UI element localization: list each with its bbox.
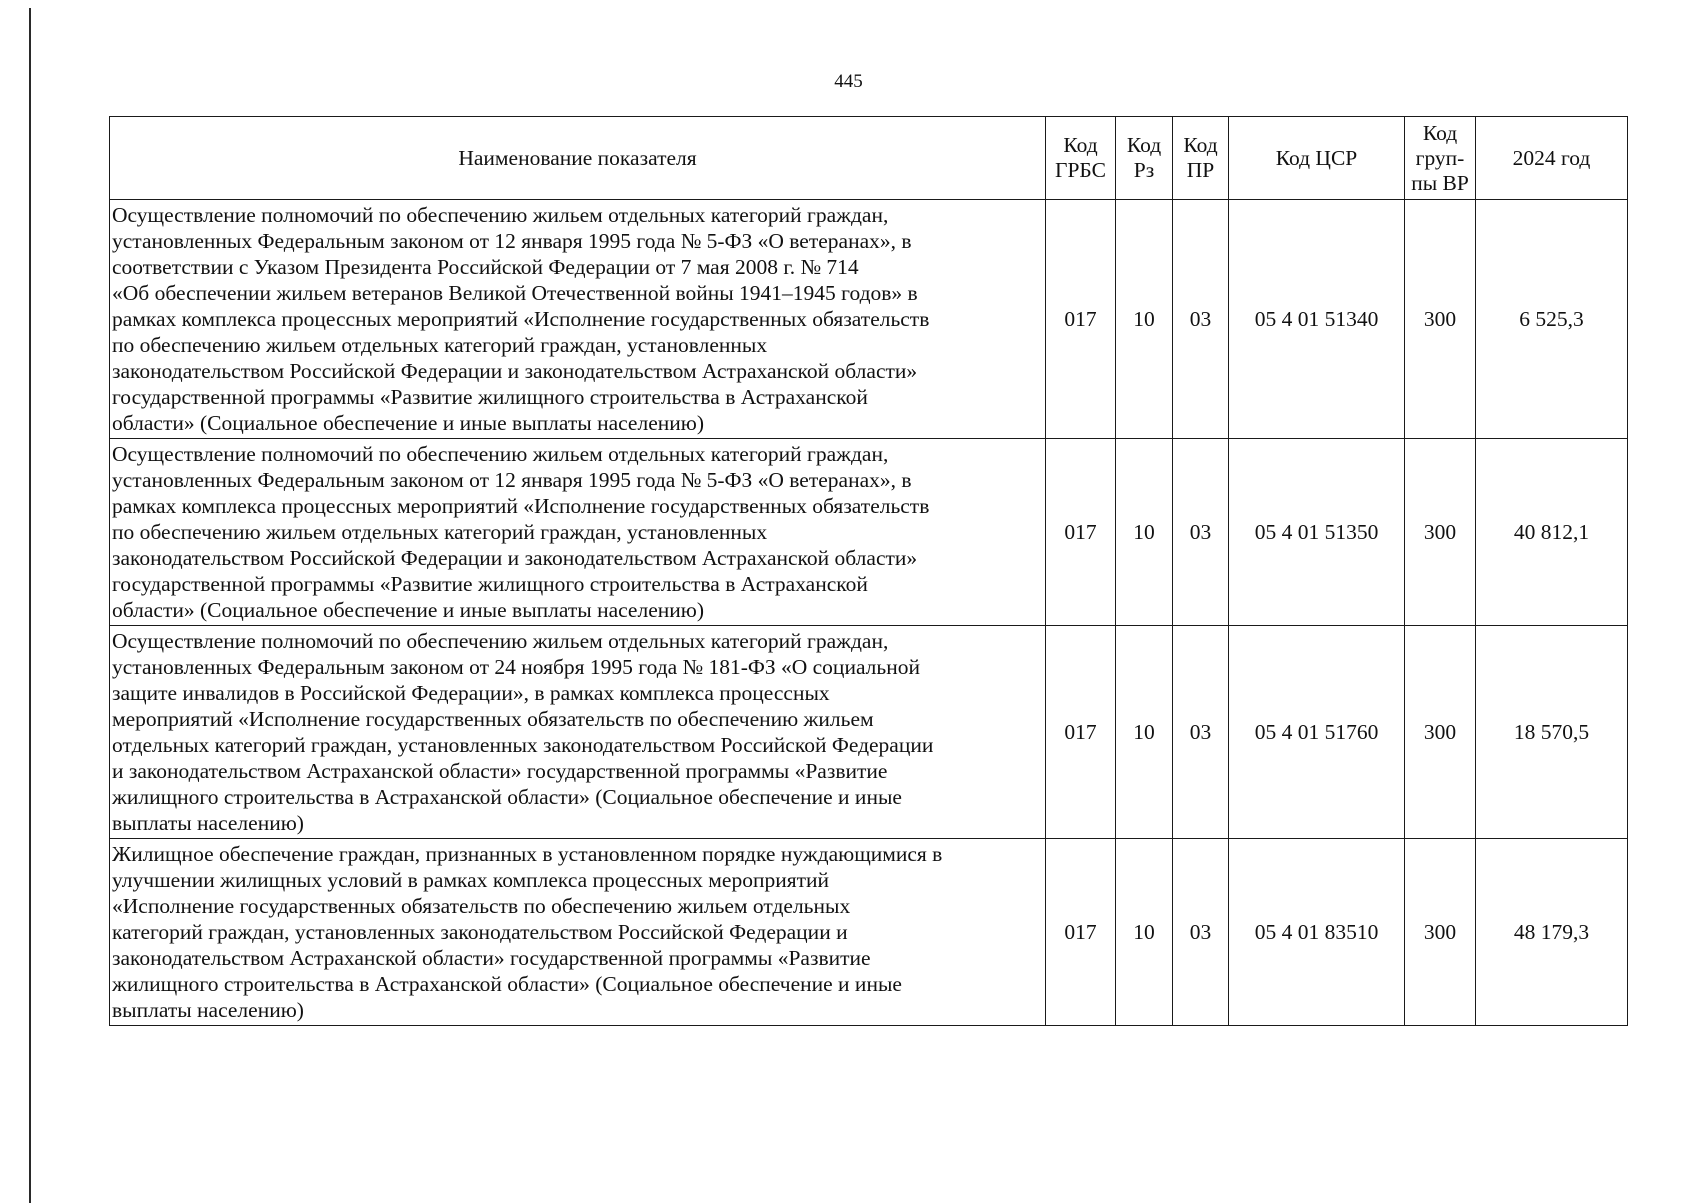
text-line: категорий граждан, установленных законодательством Российской Федерации и (112, 920, 848, 944)
binding-margin-line (29, 8, 31, 1203)
text-line: государственной программы «Развитие жилищного строительства в Астраханской (112, 572, 868, 596)
vr-cell: 300 (1405, 439, 1476, 626)
grbs-cell: 017 (1046, 439, 1116, 626)
text-line: выплаты населению) (112, 998, 304, 1022)
amount-2024-cell: 48 179,3 (1476, 839, 1628, 1026)
table-row (110, 626, 1628, 839)
header-line: Рз (1133, 158, 1155, 182)
text-line: рамках комплекса процессных мероприятий «Исполнение государственных обязательств (112, 494, 930, 518)
text-line: отдельных категорий граждан, установленных законодательством Российской Федерации (112, 733, 934, 757)
header-line: Код (1422, 120, 1458, 145)
indicator-name-cell (110, 439, 1046, 626)
indicator-name-cell (110, 839, 1046, 1026)
header-line: груп- (1415, 145, 1465, 170)
text-line: государственной программы «Развитие жилищного строительства в Астраханской (112, 385, 868, 409)
text-line: установленных Федеральным законом от 24 ноября 1995 года № 181-ФЗ «О социальной (112, 655, 920, 679)
text-line: по обеспечению жильем отдельных категорий граждан, установленных (112, 333, 768, 357)
text-line: рамках комплекса процессных мероприятий «Исполнение государственных обязательств (112, 307, 930, 331)
header-grbs-code (1046, 117, 1116, 200)
csr-cell: 05 4 01 51340 (1229, 200, 1405, 439)
indicator-name-cell (110, 200, 1046, 439)
text-line: законодательством Российской Федерации и законодательством Астраханской области» (112, 546, 918, 570)
text-line: жилищного строительства в Астраханской области» (Социальное обеспечение и иные (112, 972, 902, 996)
text-line: и законодательством Астраханской области» государственной программы «Развитие (112, 759, 888, 783)
header-year-2024: 2024 год (1476, 117, 1628, 200)
header-csr-code: Код ЦСР (1229, 117, 1405, 200)
text-line: законодательством Астраханской области» государственной программы «Развитие (112, 946, 871, 970)
table-row (110, 839, 1628, 1026)
grbs-cell: 017 (1046, 626, 1116, 839)
rz-cell: 10 (1116, 200, 1173, 439)
table-row (110, 439, 1628, 626)
text-line: мероприятий «Исполнение государственных обязательств по обеспечению жильем (112, 707, 874, 731)
text-line: соответствии с Указом Президента Российской Федерации от 7 мая 2008 г. № 714 (112, 255, 859, 279)
amount-2024-cell: 40 812,1 (1476, 439, 1628, 626)
table-row (110, 200, 1628, 439)
header-rz-code (1116, 117, 1173, 200)
pr-cell: 03 (1173, 439, 1229, 626)
header-line: ГРБС (1055, 158, 1106, 182)
text-line: Осуществление полномочий по обеспечению жильем отдельных категорий граждан, (112, 203, 889, 227)
text-line: Жилищное обеспечение граждан, признанных в установленном порядке нуждающимися в (112, 842, 943, 866)
vr-cell: 300 (1405, 200, 1476, 439)
text-line: защите инвалидов в Российской Федерации», в рамках комплекса процессных (112, 681, 830, 705)
grbs-cell: 017 (1046, 200, 1116, 439)
text-line: Осуществление полномочий по обеспечению жильем отдельных категорий граждан, (112, 629, 889, 653)
header-vr-group-code (1405, 117, 1476, 200)
table-header-row (110, 117, 1628, 200)
text-line: области» (Социальное обеспечение и иные выплаты населению) (112, 411, 704, 435)
header-line: пы ВР (1411, 170, 1469, 195)
grbs-cell: 017 (1046, 839, 1116, 1026)
text-line: «Об обеспечении жильем ветеранов Великой Отечественной войны 1941–1945 годов» в (112, 281, 918, 305)
header-line: Код (1183, 133, 1218, 157)
rz-cell: 10 (1116, 439, 1173, 626)
text-line: области» (Социальное обеспечение и иные выплаты населению) (112, 598, 704, 622)
pr-cell: 03 (1173, 839, 1229, 1026)
header-line: Код (1063, 133, 1098, 157)
budget-table (109, 116, 1628, 1026)
csr-cell: 05 4 01 83510 (1229, 839, 1405, 1026)
text-line: установленных Федеральным законом от 12 января 1995 года № 5-ФЗ «О ветеранах», в (112, 468, 912, 492)
text-line: жилищного строительства в Астраханской области» (Социальное обеспечение и иные (112, 785, 902, 809)
vr-cell: 300 (1405, 626, 1476, 839)
text-line: выплаты населению) (112, 811, 304, 835)
amount-2024-cell: 18 570,5 (1476, 626, 1628, 839)
csr-cell: 05 4 01 51760 (1229, 626, 1405, 839)
rz-cell: 10 (1116, 839, 1173, 1026)
text-line: установленных Федеральным законом от 12 января 1995 года № 5-ФЗ «О ветеранах», в (112, 229, 912, 253)
text-line: «Исполнение государственных обязательств по обеспечению жильем отдельных (112, 894, 851, 918)
vr-cell: 300 (1405, 839, 1476, 1026)
text-line: улучшении жилищных условий в рамках комплекса процессных мероприятий (112, 868, 830, 892)
amount-2024-cell: 6 525,3 (1476, 200, 1628, 439)
header-pr-code (1173, 117, 1229, 200)
text-line: законодательством Российской Федерации и законодательством Астраханской области» (112, 359, 918, 383)
rz-cell: 10 (1116, 626, 1173, 839)
header-line: ПР (1186, 158, 1215, 182)
indicator-name-cell (110, 626, 1046, 839)
pr-cell: 03 (1173, 200, 1229, 439)
pr-cell: 03 (1173, 626, 1229, 839)
page-number: 445 (834, 71, 863, 92)
text-line: Осуществление полномочий по обеспечению жильем отдельных категорий граждан, (112, 442, 889, 466)
header-indicator-name: Наименование показателя (110, 117, 1046, 200)
csr-cell: 05 4 01 51350 (1229, 439, 1405, 626)
header-line: Код (1126, 133, 1162, 157)
text-line: по обеспечению жильем отдельных категорий граждан, установленных (112, 520, 768, 544)
